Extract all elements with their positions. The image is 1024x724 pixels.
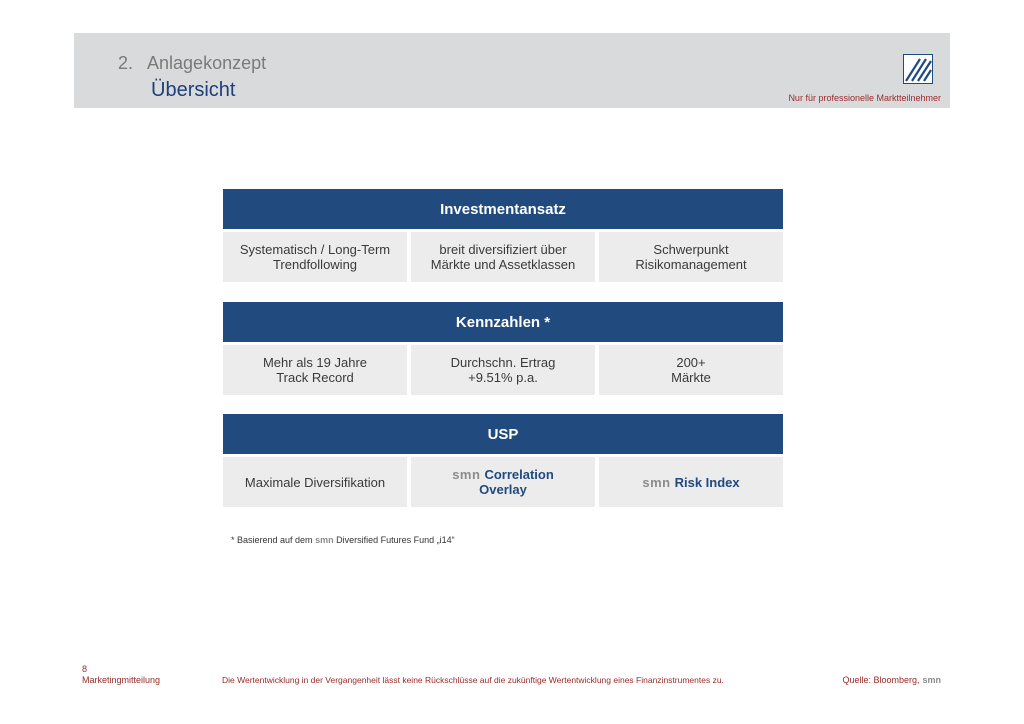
cell-line: Track Record	[276, 370, 354, 385]
disclaimer-text: Die Wertentwicklung in der Vergangenheit lässt keine Rückschlüsse auf die zukünftige Wertentwicklung eines Finanzinstrumentes zu.	[222, 675, 724, 685]
key-figures-title: Kennzahlen *	[223, 302, 783, 342]
cell-line: Risikomanagement	[635, 257, 747, 272]
section-heading	[118, 53, 266, 74]
usp-title: USP	[223, 414, 783, 454]
cell-line: breit diversifiziert über	[439, 242, 567, 257]
footnote	[231, 535, 455, 545]
header-band	[74, 33, 950, 108]
footnote-prefix: * Basierend auf dem	[231, 535, 313, 545]
key-figures-block	[223, 302, 783, 395]
audience-note: Nur für professionelle Marktteilnehmer	[788, 93, 941, 103]
usp-cell	[223, 457, 407, 507]
cell-line: Risk Index	[674, 474, 740, 490]
key-figure-cell	[223, 345, 407, 395]
source-label: Quelle: Bloomberg,	[842, 675, 920, 685]
cell-line: Systematisch / Long-Term	[239, 242, 391, 257]
marketing-label: Marketingmitteilung	[82, 675, 161, 685]
key-figure-cell	[411, 345, 595, 395]
investment-cell	[223, 232, 407, 282]
key-figure-cell	[599, 345, 783, 395]
investment-approach-block	[223, 189, 783, 282]
investment-cell	[599, 232, 783, 282]
smn-brand-mark: smn	[315, 535, 334, 545]
diagonal-stripes-logo-icon	[903, 54, 933, 84]
smn-brand-mark: smn	[452, 467, 481, 482]
usp-block	[223, 414, 783, 507]
cell-line: Correlation	[484, 467, 554, 482]
cell-line: Märkte	[671, 370, 711, 385]
investment-approach-title: Investmentansatz	[223, 189, 783, 229]
page-subtitle: Übersicht	[151, 79, 236, 101]
usp-cell	[411, 457, 595, 507]
cell-line: Trendfollowing	[272, 257, 358, 272]
investment-cell	[411, 232, 595, 282]
cell-line: +9.51% p.a.	[468, 370, 538, 385]
smn-brand-mark: smn	[922, 675, 941, 685]
cell-line: Overlay	[479, 482, 527, 497]
section-number: 2.	[118, 53, 134, 73]
cell-line: Durchschn. Ertrag	[450, 355, 556, 370]
cell-line: 200+	[676, 355, 706, 370]
usp-diversification-text: Maximale Diversifikation	[244, 474, 386, 490]
cell-line: Märkte und Assetklassen	[430, 257, 576, 272]
section-title: Anlagekonzept	[147, 53, 267, 73]
page-number: 8	[82, 664, 88, 674]
cell-line: Mehr als 19 Jahre	[262, 355, 368, 370]
source-note	[842, 675, 941, 685]
cell-line: Schwerpunkt	[653, 242, 729, 257]
footnote-suffix: Diversified Futures Fund „i14“	[336, 535, 455, 545]
smn-brand-mark: smn	[642, 474, 671, 490]
usp-cell	[599, 457, 783, 507]
